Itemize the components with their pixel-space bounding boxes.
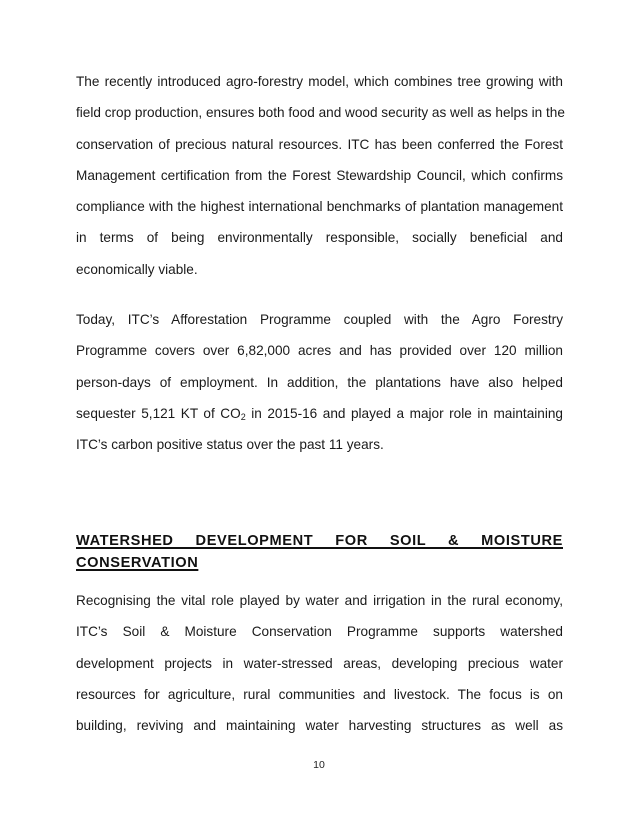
paragraph-line-co2 [76,398,563,429]
paragraph-line: person-days of employment. In addition, the plantations have also helped [76,374,563,390]
paragraph-line: conservation of precious natural resources. ITC has been conferred the Forest [76,136,563,152]
section-heading-watershed [76,530,563,574]
paragraph-line: compliance with the highest international benchmarks of plantation management [76,199,563,215]
paragraph-watershed [76,585,563,741]
paragraph-line: Recognising the vital role played by water and irrigation in the rural economy, [76,593,563,608]
paragraph-line: The recently introduced agro-forestry model, which combines tree growing with [76,74,563,89]
heading-line: WATERSHED DEVELOPMENT FOR SOIL & MOISTURE [76,533,563,549]
paragraph-line: economically viable. [76,261,198,277]
paragraph-agro-forestry [76,66,563,285]
paragraph-line: resources for agriculture, rural communities and livestock. The focus is on [76,686,563,702]
paragraph-line: Programme covers over 6,82,000 acres and has provided over 120 million [76,343,563,359]
heading-line: CONSERVATION [76,555,199,571]
paragraph-line: Today, ITC’s Afforestation Programme coupled with the Agro Forestry [76,312,563,327]
paragraph-line: development projects in water-stressed areas, developing precious water [76,655,563,671]
paragraph-line: in terms of being environmentally responsible, socially beneficial and [76,230,563,246]
text-segment: in 2015-16 and played a major role in maintaining [245,405,563,421]
text-segment: sequester 5,121 KT of CO [76,405,241,421]
paragraph-afforestation [76,304,563,460]
subscript: 2 [240,411,246,422]
paragraph-line: building, reviving and maintaining water harvesting structures as well as [76,718,563,734]
paragraph-line: ITC’s carbon positive status over the past 11 years. [76,437,384,453]
paragraph-line: ITC’s Soil & Moisture Conservation Programme supports watershed [76,624,563,640]
page-number: 10 [313,759,325,771]
paragraph-line: Management certification from the Forest Stewardship Council, which confirms [76,167,563,183]
paragraph-line: field crop production, ensures both food and wood security as well as helps in the [76,105,565,121]
